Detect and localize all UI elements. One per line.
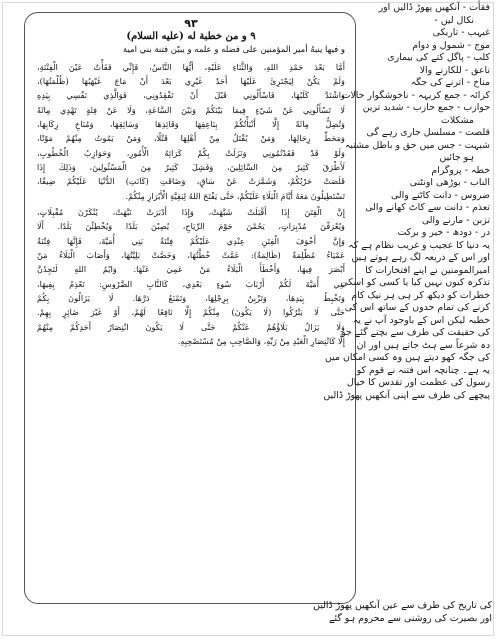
margin-note-line: کرنے کی تمام حدوں کے ساتھ اس کی: [344, 302, 490, 313]
margin-note-line: نکال لیں -: [434, 14, 474, 26]
body-line: وَاشْتَدَّ كَلَبُهَا، فَاسْأَلُونِي قَبْلَ أَنْ تَفْقِدُونِي، فَوَالَّذِي نَفْسِي بِيَدِهِ: [37, 90, 345, 101]
margin-note-line: در - دودھ - خیر و برکت: [397, 227, 490, 238]
body-line: وَإِنَّ أَخْوَفَ الْفِتَنِ عِنْدِي عَلَيْكُمْ فِتْنَةُ بَنِي أُمَيَّةَ، فَإِنَّهَا فِتْنَةٌ: [37, 235, 345, 246]
body-line: وَيُعْرَفْنَ مُدْبِرَاتٍ، يَحُمْنَ حَوْمَ الرِّيَاحِ، يُصِبْنَ بَلَدًا وَيُخْطِئْنَ بَلَدًا. أَلَا: [37, 221, 345, 232]
body-line: لَأَطْرَقَ كَثِيرٌ مِنَ السَّائِلِينَ، وَفَشِلَ كَثِيرٌ مِنَ الْمَسْئُولِينَ، وَذَلِكَ إِذَا: [37, 162, 345, 173]
margin-note-line: فقأت - آنکھیں پھوڑ ڈالیں اور: [378, 2, 490, 13]
margin-note-line: خطبہ لیکن اس کے باوجود آپ نے یہ: [352, 314, 490, 326]
margin-note-line: حوازب - جمع حازب - شدید ترین: [362, 102, 490, 113]
margin-note-line: ناعق - للکارنے والا: [419, 64, 490, 76]
margin-note-line: الناب - بوڑھی اونٹنی: [409, 177, 490, 188]
body-line: عَمْيَاءُ مُظْلِمَةٌ (ظَالِمَةٌ): عَمَّتْ خُطَّتُهَا، وَخَصَّتْ بَلِيَّتُهَا، وَأَصَابَ الْبَلَاءُ مَنْ: [37, 250, 345, 261]
margin-note-line: خطرات کو دیکھ کر ہی ہر نیک کام: [351, 289, 490, 301]
margin-note-line: کی جگہ کھو دیتے ہیں وہ کسی امکان میں: [325, 352, 490, 363]
margin-note-line: تزبن - مارنے والی: [421, 214, 490, 226]
margin-note-line: یہ ہے۔ چنانچہ اس فتنہ نے قوم کو: [356, 364, 490, 376]
margin-note-line: تعذم - دانت سے کاٹ کھانے والی: [365, 202, 490, 213]
margin-note-line: ہو جائیں: [439, 152, 474, 163]
margin-note-line: موج - شمول و دوام: [412, 39, 490, 51]
body-line: إِلَّا كَانْتِصَارِ الْعَبْدِ مِنْ رَبِّهِ، وَالصَّاحِبِ مِنْ مُسْتَصْحِبِهِ.: [177, 336, 345, 347]
margin-note-line: غیہب - تاریکی: [432, 27, 490, 38]
page-number: ٩٣: [184, 17, 198, 30]
margin-note-line: شبہت - جس میں حق و باطل مشتبہ: [344, 139, 490, 151]
margin-note-line: یہ دنیا کا عجیب و غریب نظام ہے کہ: [348, 239, 490, 251]
printed-page: [24, 12, 356, 604]
body-line: تَسْتَطِيلُونَ مَعَهُ أَيَّامَ الْبَلَاءِ عَلَيْكُمْ، حَتَّى يَفْتَحَ اللهُ لِبَقِيَّةِ الْأَبْرَارِ مِنْكُمْ.: [125, 190, 345, 201]
margin-note-line: ضروس - دانت کاٹنے والی: [390, 189, 490, 201]
body-line: حَتَّى لَا يَتْرُكُوا (لَا يَكُونَ) مِنْكُمْ إِلَّا نَافِعًا لَهُمْ، أَوْ غَيْرَ ضَائِرٍ بِهِمْ.: [37, 307, 345, 318]
bottom-note-line: کی تاریخ کی طرف سے عین آنکھیں پھوڑ ڈالیں: [313, 600, 492, 611]
margin-note-line: رسول کی عظمت اور تقدس کا خیال: [346, 377, 490, 388]
margin-note-line: امیرالمومنین نے اپنے افتخارات کا: [365, 264, 490, 276]
sermon-intro: و فيها ينبهُ أمير المؤمنين على فضله و علمه و يبيّن فتنة بني امية: [122, 45, 345, 55]
body-line: وَلَوْ قَدْ فَقَدْتُمُونِي وَنَزَلَتْ بِكُمْ كَرَائِهُ الْأُمُورِ، وَحَوَازِبُ الْخُطُوبِ،: [37, 147, 345, 158]
margin-note-line: تذکرہ کیوں نہیں کیا یا کسی کو اسکی: [340, 277, 490, 288]
margin-note-line: دہ شرعاً سے ہٹ جاتے ہیں اور ان: [356, 339, 490, 351]
margin-note-line: کرائہ - جمع کریہہ - ناخوشگوار حالات: [341, 89, 490, 101]
body-line: وَمَحَطِّ رِحَالِهَا، وَمَنْ يُقْتَلُ مِنْ أَهْلِهَا قَتْلًا، وَمَنْ يَمُوتُ مِنْهُمْ مَوْتًا،: [37, 133, 345, 144]
margin-note-line: مناخ - اترنے کی جگہ: [410, 77, 490, 88]
margin-note-line: کی حقیقت کی طرف سے بچتے گئے جو: [341, 327, 490, 338]
body-line: قَلَصَتْ حَرْبُكُمْ، وَشَمَّرَتْ عَنْ سَاقٍ، وَضَاقَتِ (كَانَتِ) الدُّنْيَا عَلَيْكُمْ ضِيقًا،: [37, 176, 345, 187]
body-line: لَا تَسْأَلُونِي عَنْ شَيْءٍ فِيمَا بَيْنَكُمْ وَبَيْنَ السَّاعَةِ، وَلَا عَنْ فِئَةٍ تَهْدِي مِائَةً: [37, 104, 345, 115]
body-line: أَمَّا بَعْدَ حَمْدِ اللهِ، وَالثَّنَاءِ عَلَيْهِ، أَيُّهَا النَّاسُ، فَإِنِّي فَقَأْتُ عَيْنَ الْفِتْنَةِ،: [37, 61, 345, 72]
sermon-title: ۹ و من خطبة له (عليه السلام): [126, 31, 256, 42]
body-line: بَنِي أُمَيَّةَ لَكُمْ أَرْبَابَ سُوءٍ بَعْدِي، كَالنَّابِ الضَّرُوسِ: تَعْذِمُ بِفِيهَا،: [37, 278, 345, 289]
margin-note-line: مشکلات: [441, 114, 474, 126]
body-line: إِنَّ الْفِتَنَ إِذَا أَقْبَلَتْ شَبَّهَتْ، وَإِذَا أَدْبَرَتْ نَبَّهَتْ، يُنْكَرْنَ مُقْبِلَاتٍ،: [37, 207, 345, 218]
bottom-note-line: اور بصیرت کی روشنی سے محروم ہو گئے: [329, 612, 492, 624]
body-line: وَتَخْبِطُ بِيَدِهَا، وَتَزْبِنُ بِرِجْلِهَا، وَتَمْنَعُ دَرَّهَا. لَا يَزَالُونَ بِكُمْ: [37, 293, 345, 304]
body-line: وَتُضِلُّ مِائَةً إِلَّا أَنْبَأْتُكُمْ بِنَاعِقِهَا وَقَائِدِهَا وَسَائِقِهَا، وَمُنَاخِ رِكَابِهَا،: [37, 119, 345, 129]
body-line: أَبْصَرَ فِيهَا، وَأَخْطَأَ الْبَلَاءُ مَنْ عَمِيَ عَنْهَا. وَايْمُ اللهِ لَتَجِدُنَّ: [37, 264, 345, 275]
margin-note-line: کلب - پاگل کتے کی بیماری: [387, 52, 490, 63]
bottom-handwritten-note: [188, 600, 494, 636]
body-line: وَلَا يَزَالُ بَلَاؤُهُمْ عَنْكُمْ حَتَّى لَا يَكُونَ انْتِصَارُ أَحَدِكُمْ مِنْهُمْ: [37, 321, 345, 332]
margin-note-line: پیچھے کی طرف سے اپنی آنکھیں پھوڑ ڈالیں: [323, 389, 490, 401]
margin-note-line: قلصت - مسلسل جاری رہے گی: [366, 127, 490, 138]
margin-note-line: اور اس کے ذریعہ لگ رہے ہوتے ہیں: [351, 252, 490, 263]
body-line: وَلَمْ يَكُنْ لِيَجْتَرِئَ عَلَيْهَا أَحَدٌ غَيْرِي بَعْدَ أَنْ مَاجَ غَيْهَبُهَا (ظُلْمَتُهَا)،: [37, 75, 345, 86]
handwritten-margin-notes: [323, 2, 492, 634]
margin-note-line: خطہ - پروگرام: [431, 164, 490, 176]
